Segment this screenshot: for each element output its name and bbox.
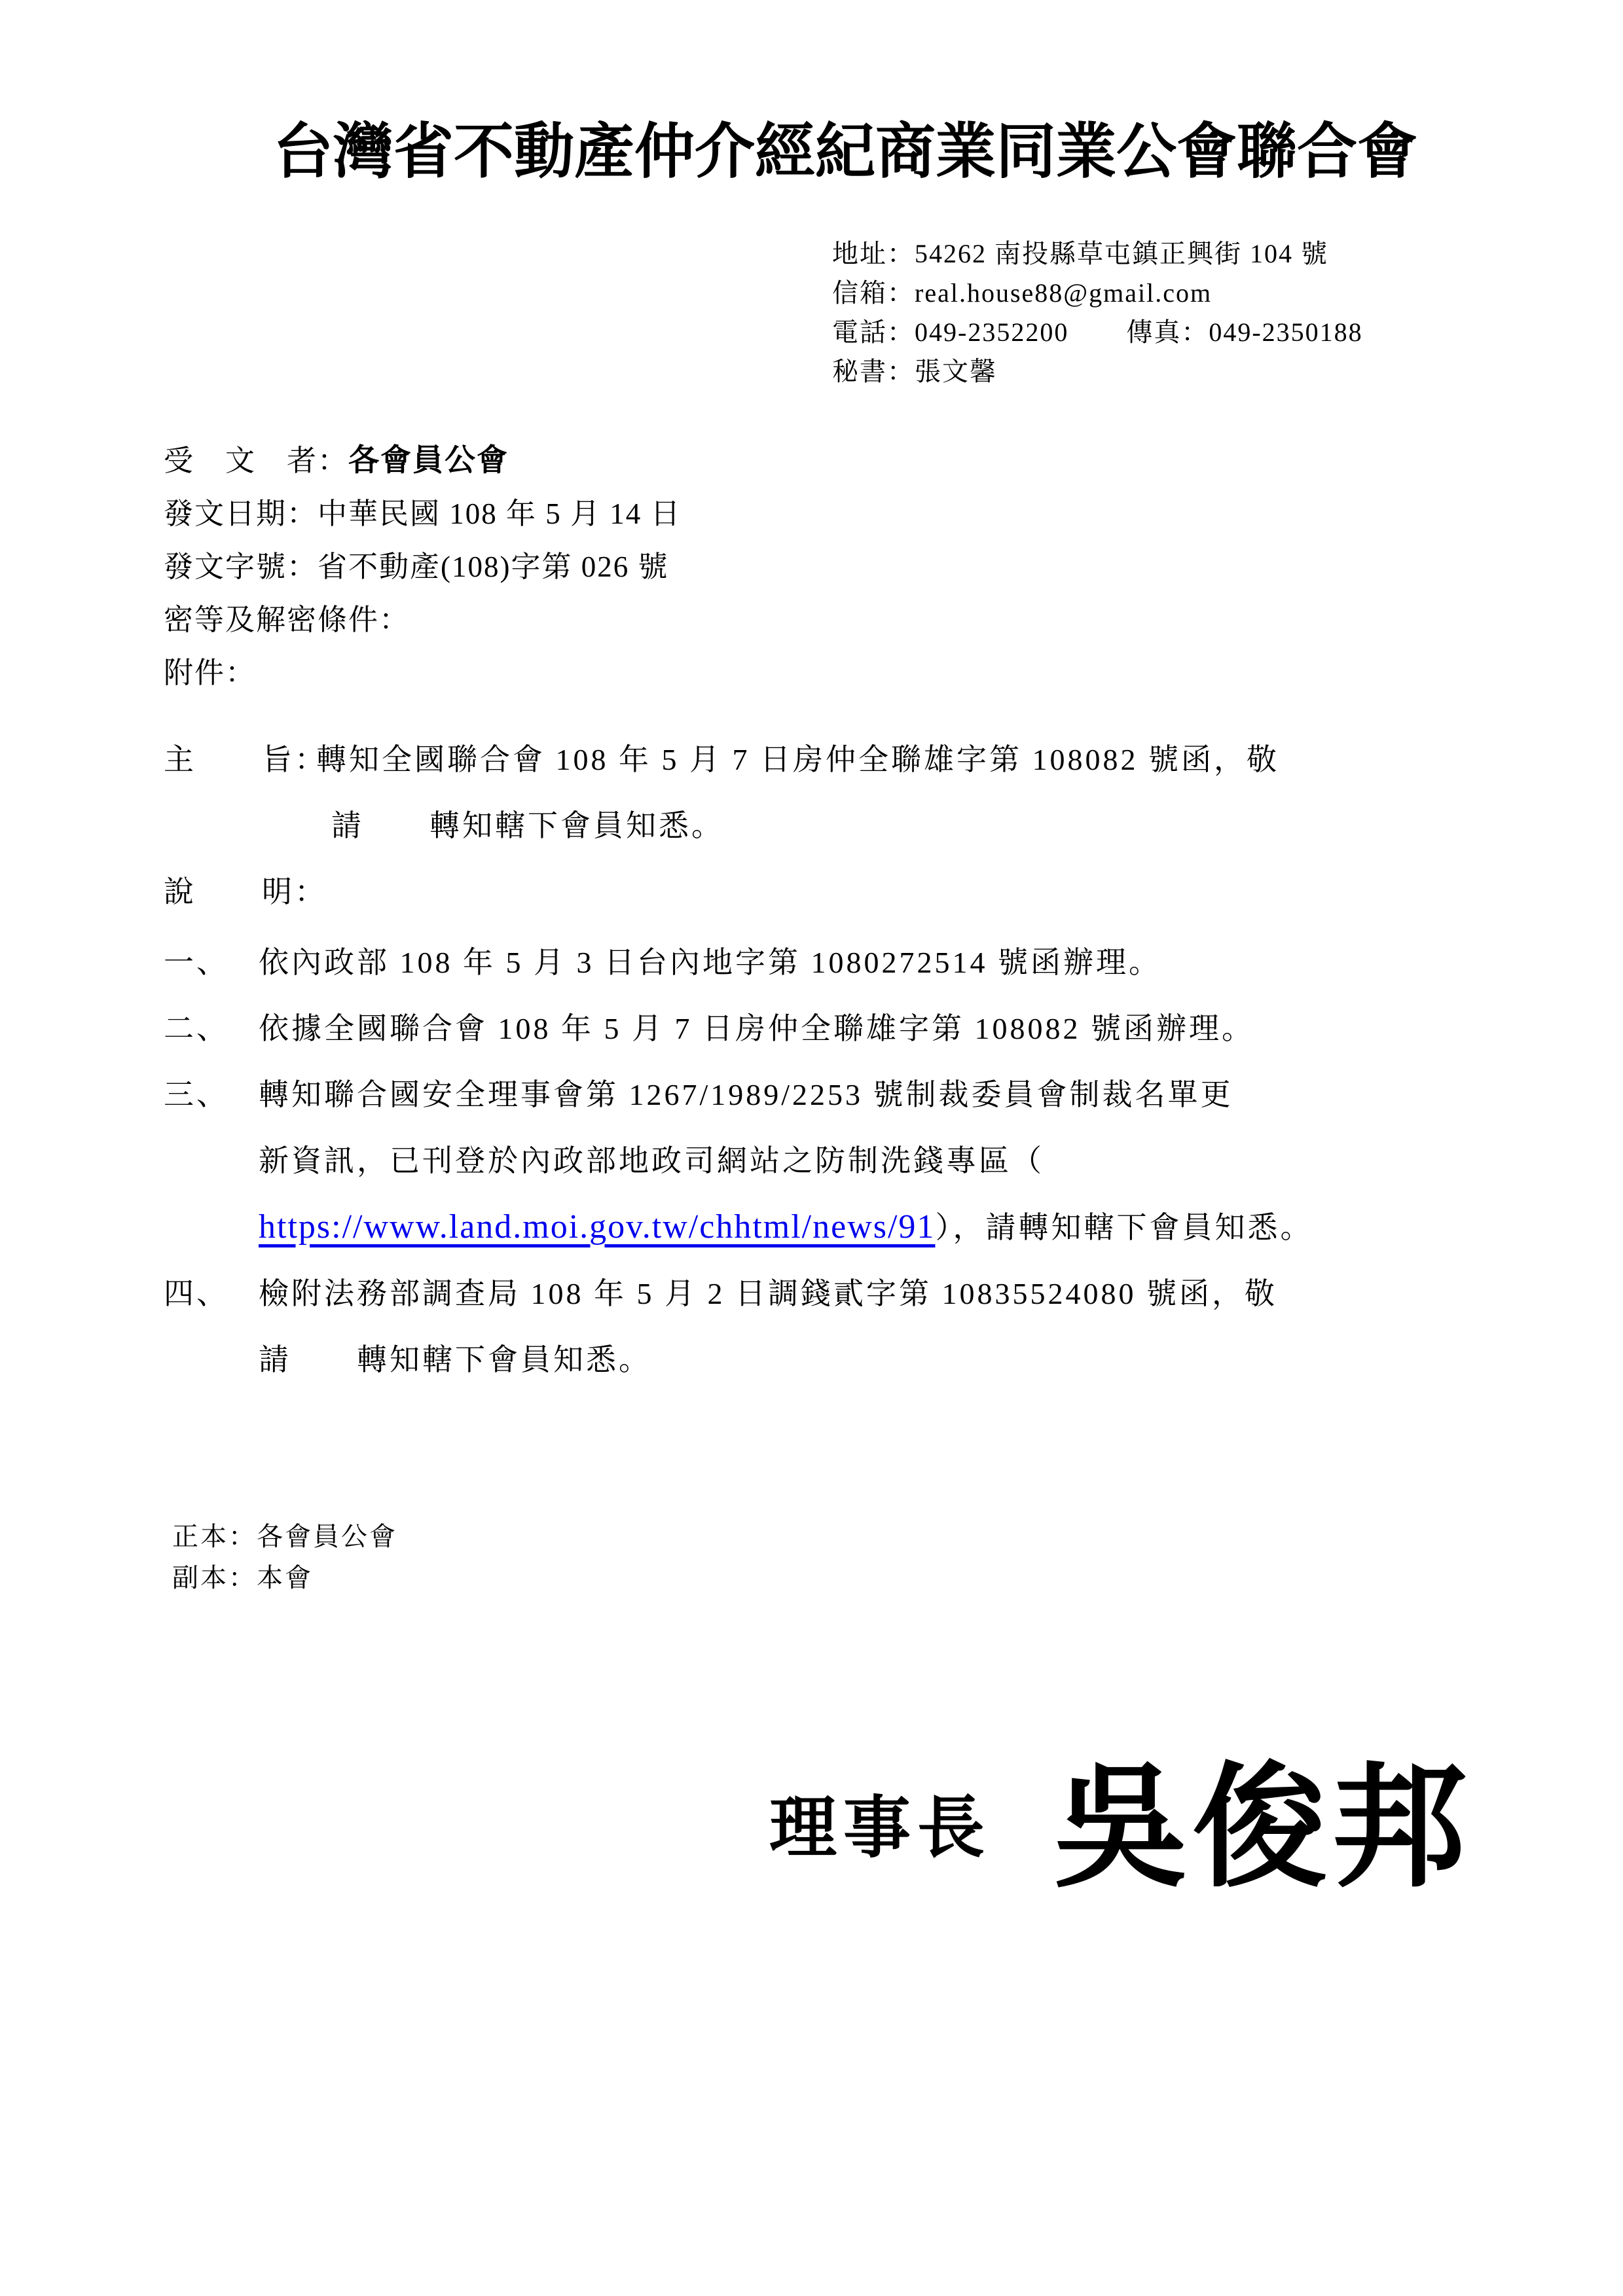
item-3-marker: 三、 [164, 1078, 229, 1111]
page-title: 台灣省不動產仲介經紀商業同業公會聯合會 [273, 118, 1418, 185]
explanation-item-3 [164, 1062, 1571, 1261]
signature-block [769, 1753, 1472, 1903]
original-copy-line: 正本：各會員公會 [172, 1522, 397, 1551]
item-3-line-1: 轉知聯合國安全理事會第 1267/1989/2253 號制裁委員會制裁名單更 [259, 1078, 1233, 1111]
subject-text-1: 轉知全國聯合會 108 年 5 月 7 日房仲全聯雄字第 108082 號函，敬 [316, 743, 1279, 776]
item-1-line-1: 依內政部 108 年 5 月 3 日台內地字第 1080272514 號函辦理。 [259, 946, 1161, 979]
security-classification-line: 密等及解密條件： [164, 603, 410, 636]
recipient-label: 受 文 者： [164, 444, 349, 477]
attachment-line: 附件： [164, 656, 257, 689]
org-address: 地址：54262 南投縣草屯鎮正興街 104 號 [832, 239, 1328, 268]
org-phone: 電話：049-2352200 [832, 317, 1069, 347]
explanation-items [164, 929, 1571, 1393]
explanation-item-1 [164, 929, 1571, 996]
reference-number-line: 發文字號：省不動產(108)字第 026 號 [164, 550, 669, 583]
org-fax: 傳真：049-2350188 [1126, 317, 1363, 347]
cc-copy-line: 副本：本會 [172, 1563, 313, 1592]
recipient-value: 各會員公會 [348, 444, 509, 478]
signature-title: 理事長 [769, 1790, 991, 1865]
org-secretary: 秘書：張文馨 [832, 357, 997, 386]
org-email: 信箱：real.house88@gmail.com [832, 278, 1213, 308]
item-4-line-2: 請 轉知轄下會員知悉。 [259, 1343, 651, 1376]
item-3-line-2: 新資訊，已刊登於內政部地政司網站之防制洗錢專區（ [259, 1144, 1044, 1177]
signature-name: 吳俊邦 [1053, 1753, 1472, 1903]
subject-line-2: 請 轉知轄下會員知悉。 [331, 809, 724, 842]
subject-line-1 [164, 726, 1539, 793]
document-fields-block [164, 445, 682, 710]
subject-label: 主 旨： [164, 743, 327, 776]
item-3-line-3 [259, 1194, 1571, 1261]
subject-block [164, 726, 1539, 908]
org-phone-fax-row [832, 313, 1363, 352]
explanation-item-2 [164, 996, 1571, 1062]
explanation-label: 說 明： [164, 875, 327, 908]
item-4-marker: 四、 [164, 1277, 229, 1310]
recipient-line [164, 445, 682, 476]
item-4-line-1: 檢附法務部調查局 108 年 5 月 2 日調錢貳字第 10835524080 號函，敬 [259, 1277, 1277, 1310]
explanation-item-4 [164, 1261, 1571, 1393]
issue-date-line: 發文日期：中華民國 108 年 5 月 14 日 [164, 497, 682, 530]
item-3-after-link: ），請轉知轄下會員知悉。 [935, 1211, 1313, 1244]
item-2-marker: 二、 [164, 1012, 229, 1045]
copies-block [172, 1516, 397, 1598]
org-contact-block [832, 234, 1363, 391]
moi-land-news-link[interactable]: https://www.land.moi.gov.tw/chhtml/news/91 [259, 1208, 936, 1246]
item-2-line-1: 依據全國聯合會 108 年 5 月 7 日房仲全聯雄字第 108082 號函辦理。 [259, 1012, 1254, 1045]
item-1-marker: 一、 [164, 946, 229, 979]
